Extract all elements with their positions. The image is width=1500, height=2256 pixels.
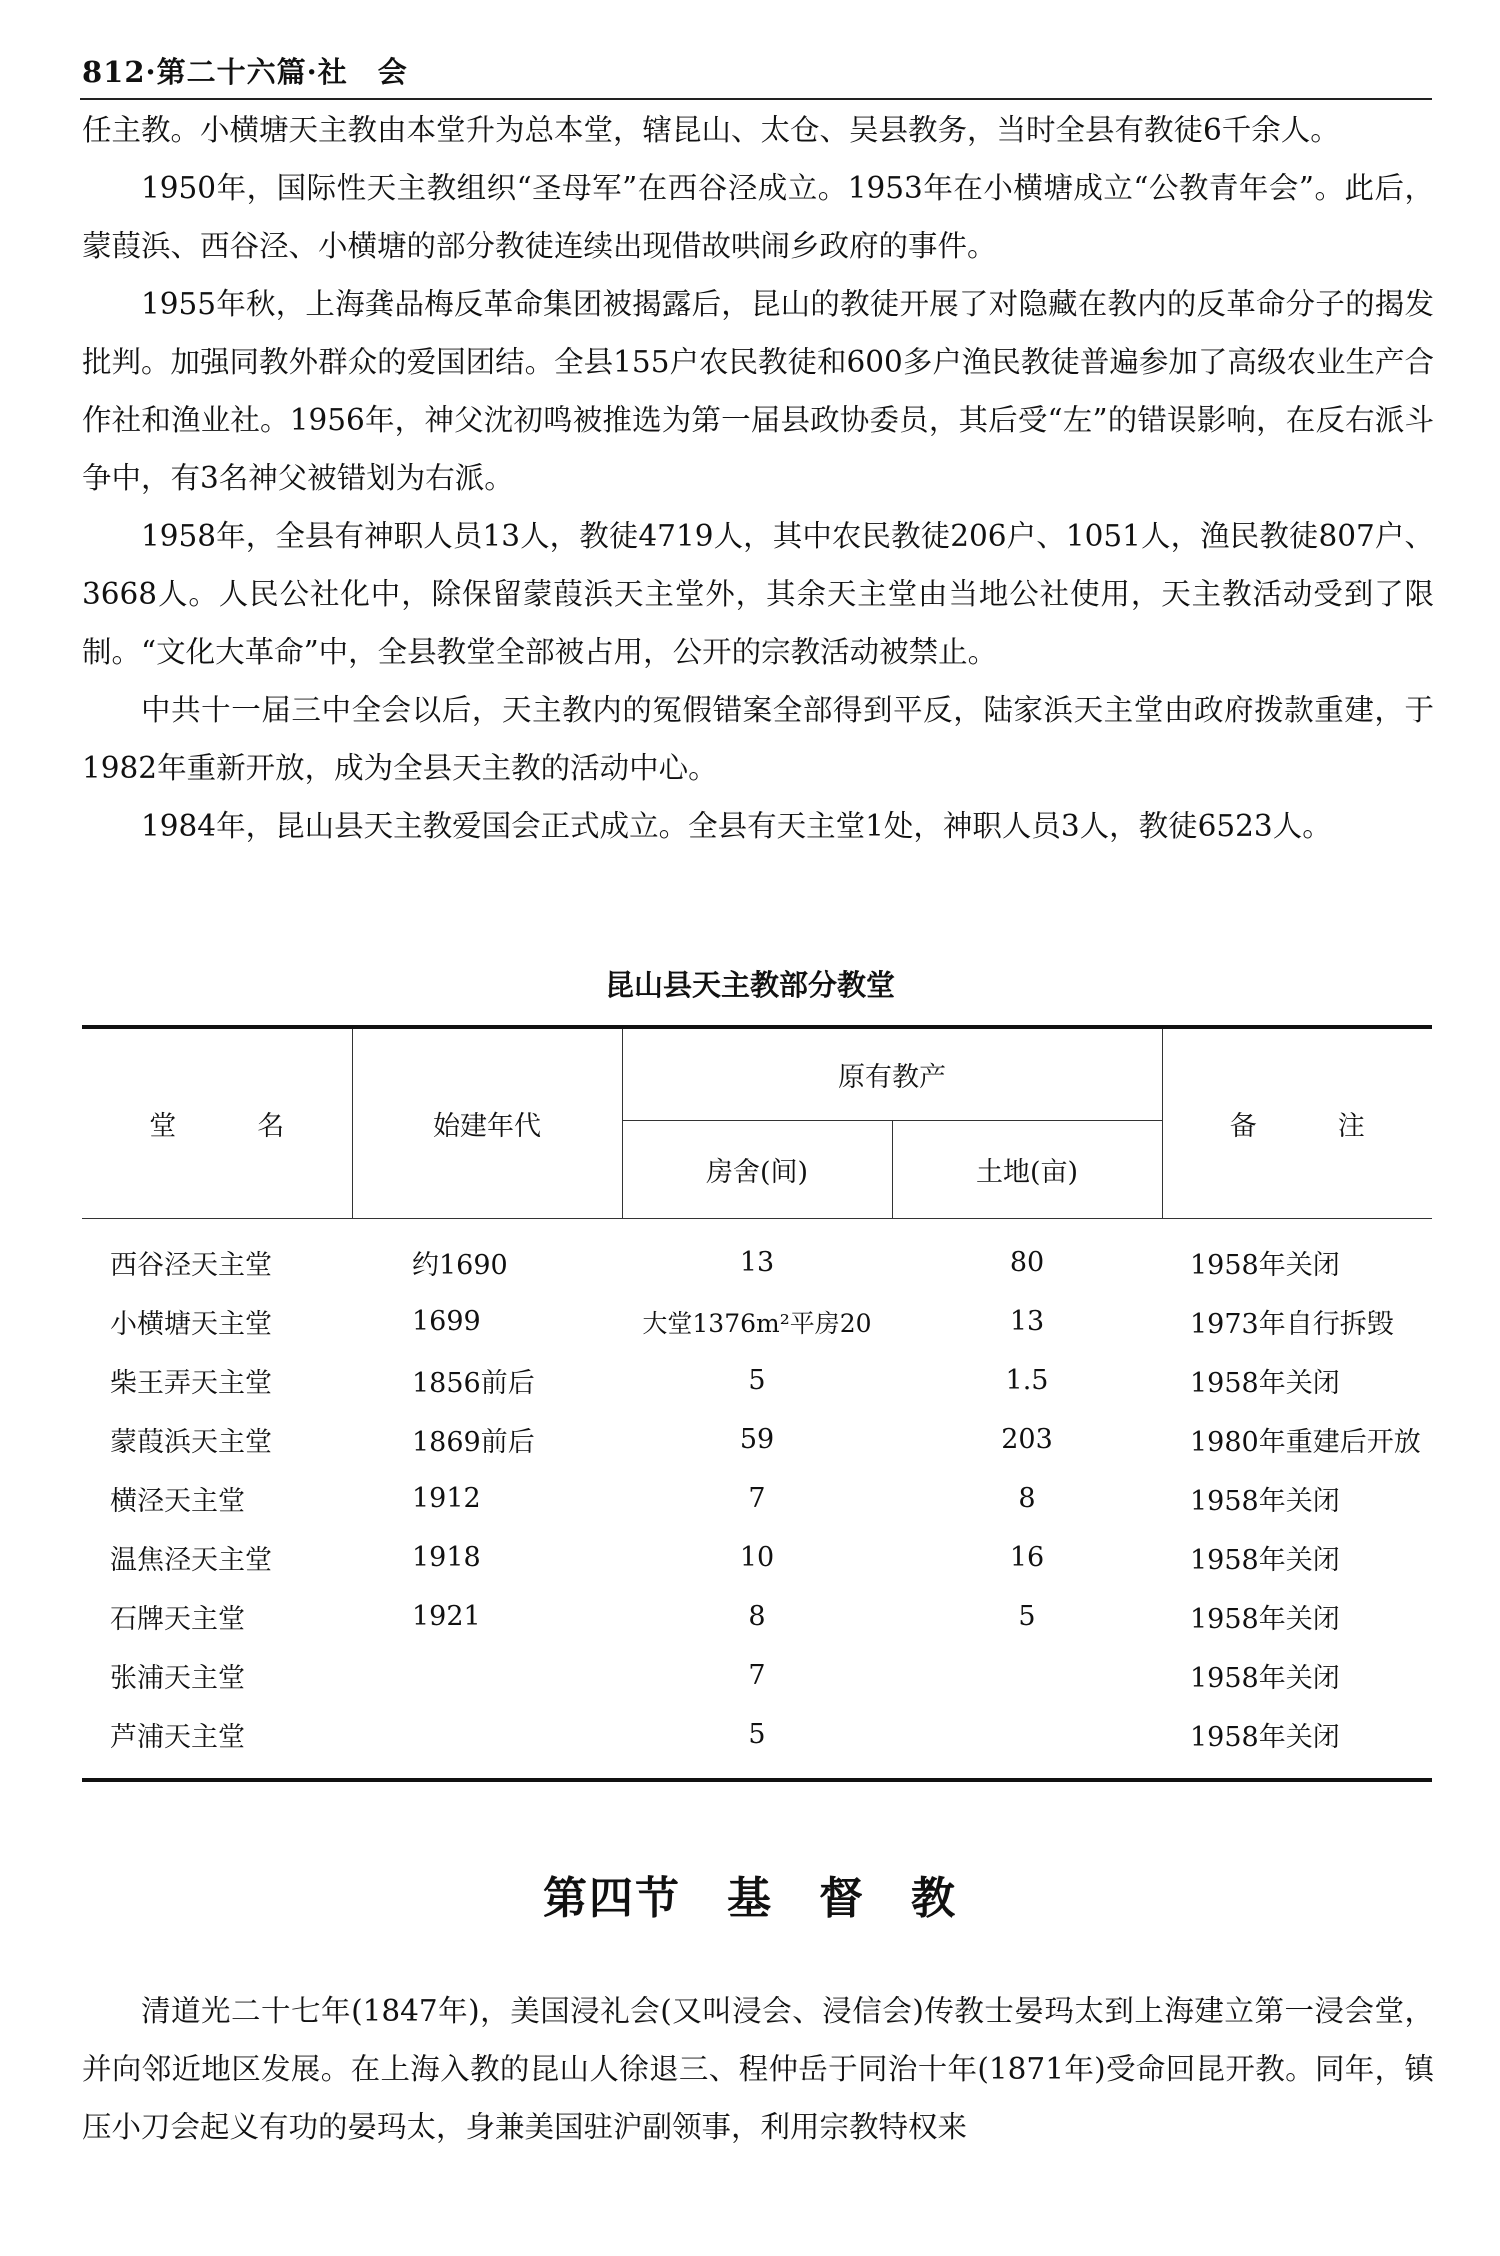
- table-row: [82, 1219, 1432, 1293]
- land: 5: [1018, 1601, 1036, 1632]
- church-name: 西谷泾天主堂: [110, 1250, 272, 1281]
- table-row: [82, 1705, 1432, 1780]
- land: 80: [1009, 1247, 1045, 1278]
- table-row: [82, 1410, 1432, 1469]
- land: 16: [1009, 1542, 1045, 1573]
- founded-year: 约1690: [412, 1250, 508, 1281]
- founded-year: [352, 1646, 622, 1705]
- header-rule: [80, 98, 1432, 100]
- founded-year: 1856前后: [412, 1368, 535, 1399]
- paragraph: 清道光二十七年(1847年)，美国浸礼会(又叫浸会、浸信会)传教士晏玛太到上海建立第一浸会堂，并向邻近地区发展。在上海入教的昆山人徐退三、程仲岳于同治十年(1871年)受命回昆开教。同年，镇压小刀会起义有功的晏玛太，身兼美国驻沪副领事，利用宗教特权来: [82, 1994, 1434, 2144]
- founded-year: 1699: [412, 1306, 481, 1337]
- body-text-bottom: [82, 1982, 1434, 2156]
- table-caption: 昆山县天主教部分教堂: [604, 968, 895, 1002]
- body-text-top: [82, 101, 1434, 855]
- remarks: 1958年关闭: [1190, 1663, 1340, 1694]
- houses: 10: [739, 1542, 775, 1573]
- remarks: 1958年关闭: [1162, 1705, 1432, 1780]
- remarks: 1958年关闭: [1190, 1545, 1340, 1576]
- table-row: [82, 1292, 1432, 1351]
- paragraph: 任主教。小横塘天主教由本堂升为总本堂，辖昆山、太仓、吴县教务，当时全县有教徒6千余人。: [82, 113, 1340, 147]
- header-houses: 房舍(间): [622, 1121, 892, 1219]
- paragraph: 中共十一届三中全会以后，天主教内的冤假错案全部得到平反，陆家浜天主堂由政府拨款重建，于1982年重新开放，成为全县天主教的活动中心。: [82, 693, 1434, 785]
- houses: 大堂1376m²平房20: [642, 1308, 872, 1338]
- paragraph: 1955年秋，上海龚品梅反革命集团被揭露后，昆山的教徒开展了对隐藏在教内的反革命分子的揭发批判。加强同教外群众的爱国团结。全县155户农民教徒和600多户渔民教徒普遍参加了高级农业生产合作社和渔业社。1956年，神父沈初鸣被推选为第一届县政协委员，其后受“左”的错误影响，在反右派斗争中，有3名神父被错划为右派。: [82, 287, 1434, 495]
- church-name: 横泾天主堂: [110, 1486, 245, 1517]
- houses: 7: [748, 1483, 766, 1514]
- paragraph: 1958年，全县有神职人员13人，教徒4719人，其中农民教徒206户、1051人，渔民教徒807户、3668人。人民公社化中，除保留蒙葭浜天主堂外，其余天主堂由当地公社使用，天主教活动受到了限制。“文化大革命”中，全县教堂全部被占用，公开的宗教活动被禁止。: [82, 519, 1434, 669]
- houses: 5: [748, 1365, 766, 1396]
- church-name: 蒙葭浜天主堂: [110, 1427, 272, 1458]
- founded-year: 1912: [412, 1483, 481, 1514]
- header-land: 土地(亩): [892, 1121, 1162, 1219]
- paragraph: 1950年，国际性天主教组织“圣母军”在西谷泾成立。1953年在小横塘成立“公教青年会”。此后，蒙葭浜、西谷泾、小横塘的部分教徒连续出现借故哄闹乡政府的事件。: [82, 171, 1434, 263]
- land: 8: [1018, 1483, 1036, 1514]
- remarks: 1980年重建后开放: [1190, 1427, 1421, 1458]
- houses: 59: [739, 1424, 775, 1455]
- land: [892, 1705, 1162, 1780]
- table-row: [82, 1587, 1432, 1646]
- section-title: 第四节 基 督 教: [543, 1873, 957, 1924]
- church-name: 温焦泾天主堂: [110, 1545, 272, 1576]
- houses: 5: [622, 1705, 892, 1780]
- header-original-property: 原有教产: [622, 1027, 1162, 1121]
- founded-year: 1869前后: [412, 1427, 535, 1458]
- houses: 7: [748, 1660, 766, 1691]
- remarks: 1958年关闭: [1190, 1368, 1340, 1399]
- church-name: 芦浦天主堂: [82, 1705, 352, 1780]
- church-name: 小横塘天主堂: [110, 1309, 272, 1340]
- table-row: [82, 1528, 1432, 1587]
- remarks: 1958年关闭: [1190, 1486, 1340, 1517]
- remarks: 1958年关闭: [1190, 1250, 1340, 1281]
- houses: 8: [748, 1601, 766, 1632]
- land: 13: [1009, 1306, 1045, 1337]
- houses: 13: [739, 1247, 775, 1278]
- remarks: 1973年自行拆毁: [1190, 1309, 1394, 1340]
- table-row: [82, 1351, 1432, 1410]
- table-row: [82, 1646, 1432, 1705]
- land: 203: [1001, 1424, 1053, 1455]
- church-name: 柴王弄天主堂: [110, 1368, 272, 1399]
- land: 1.5: [1005, 1365, 1049, 1396]
- land: [892, 1646, 1162, 1705]
- church-name: 张浦天主堂: [110, 1663, 245, 1694]
- founded-year: 1918: [412, 1542, 481, 1573]
- header-remarks: 备 注: [1162, 1027, 1432, 1219]
- remarks: 1958年关闭: [1190, 1604, 1340, 1635]
- founded-year: [352, 1705, 622, 1780]
- church-name: 石牌天主堂: [110, 1604, 245, 1635]
- table-row: [82, 1469, 1432, 1528]
- church-table: [82, 1025, 1432, 1782]
- paragraph: 1984年，昆山县天主教爱国会正式成立。全县有天主堂1处，神职人员3人，教徒6523人。: [141, 809, 1332, 843]
- running-head: 812·第二十六篇·社 会: [82, 55, 408, 89]
- header-founded-year: 始建年代: [352, 1027, 622, 1219]
- founded-year: 1921: [412, 1601, 481, 1632]
- header-church-name: 堂 名: [82, 1027, 352, 1219]
